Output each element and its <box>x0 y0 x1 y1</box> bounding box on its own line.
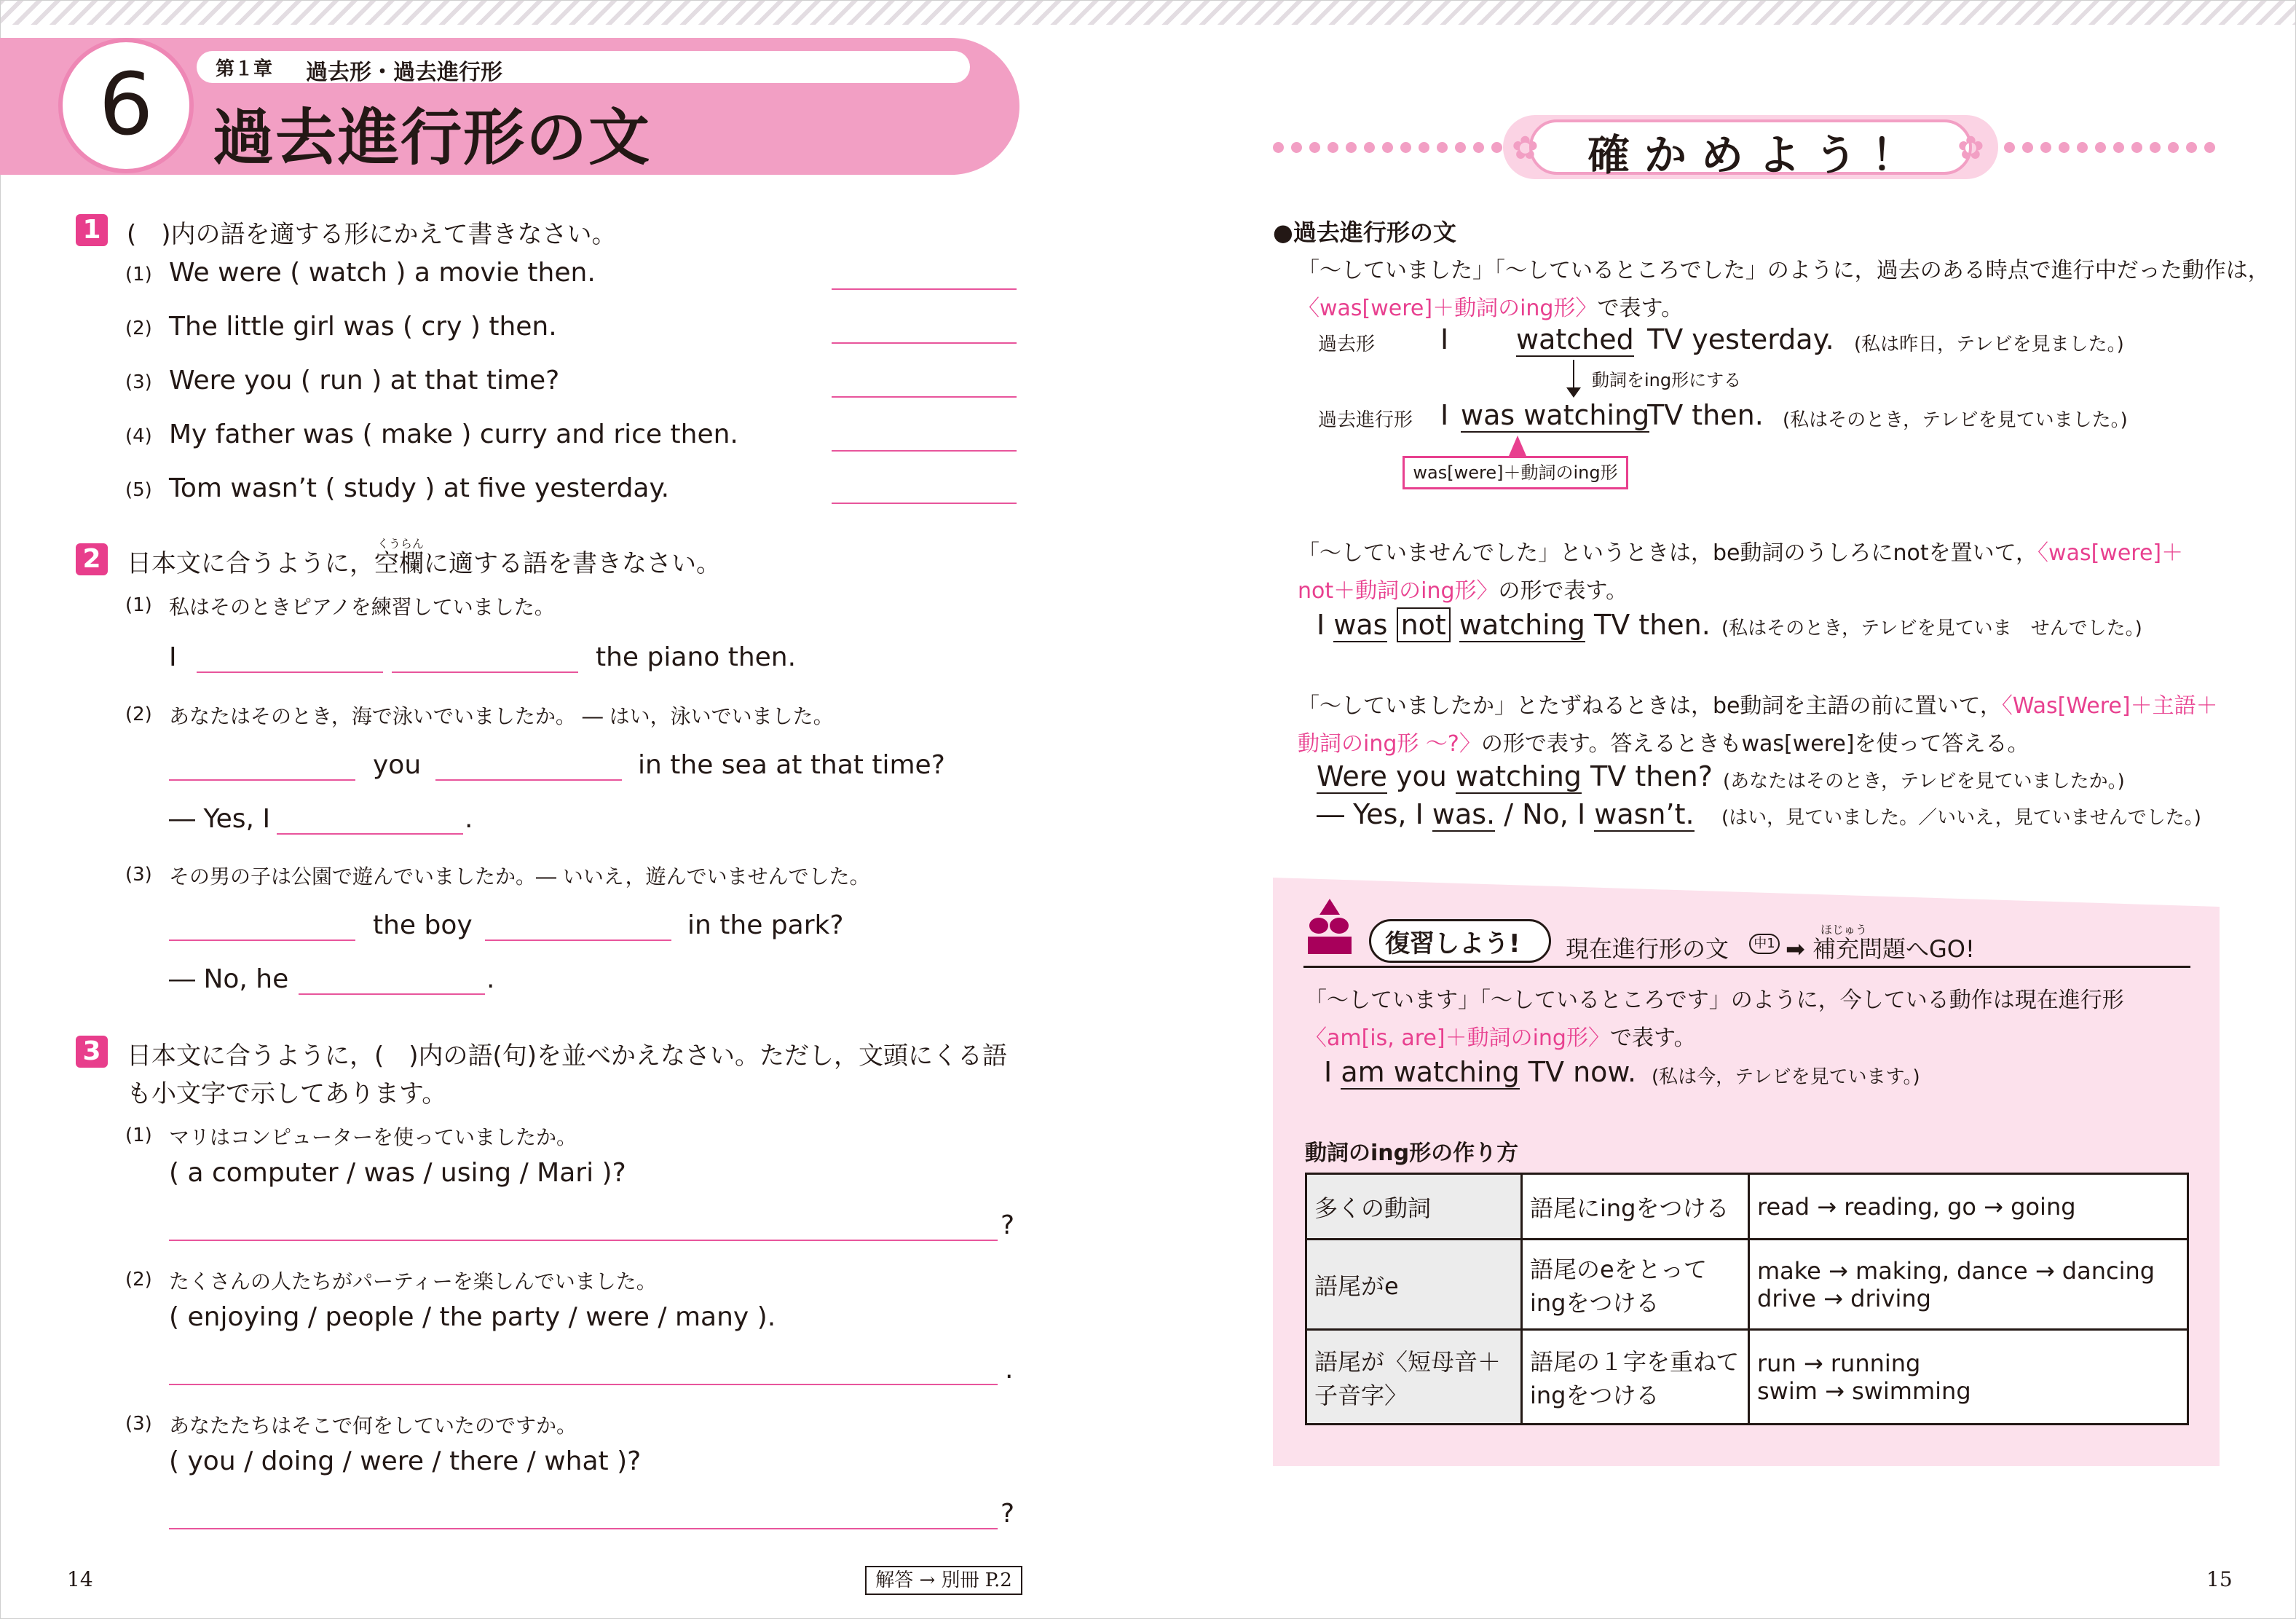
q3-item-number: (2) <box>125 1269 152 1291</box>
q1-item-number: (3) <box>125 371 152 393</box>
a-translation: (はい，見ていました。／いいえ，見ていませんでした。) <box>1721 807 2201 829</box>
q-rest: TV then? <box>1590 760 1713 792</box>
paw-icon: ✿ <box>1957 130 1984 167</box>
example-past-rest: TV yesterday. <box>1647 323 1834 355</box>
answer-reference: 解答 → 別冊 P.2 <box>865 1566 1022 1595</box>
decor-dot <box>1455 142 1466 153</box>
review-badge-label: 復習しよう! <box>1385 929 1520 958</box>
q-you: you <box>1396 760 1447 792</box>
arrow-down-icon <box>1566 387 1581 398</box>
decor-dot <box>2168 142 2179 153</box>
decor-dot <box>2095 142 2106 153</box>
q2-item-word: in the park? <box>687 910 844 940</box>
decor-dot <box>2131 142 2142 153</box>
q3-answer-line-2[interactable] <box>169 1384 998 1385</box>
table-cell: 多くの動詞 <box>1306 1174 1522 1240</box>
decor-dot <box>1328 142 1338 153</box>
ing-form-table <box>1305 1173 2189 1425</box>
question-2-number: 2 <box>76 543 108 575</box>
table-cell: 語尾がe <box>1306 1240 1522 1330</box>
review-ex-verb: am watching <box>1341 1056 1520 1088</box>
table-cell: 語尾の１字を重ねて ingをつける <box>1522 1330 1749 1425</box>
q1-item-text: Were you ( run ) at that time? <box>169 366 560 395</box>
table-row <box>1306 1330 2188 1425</box>
check-pattern-1: 〈was[were]＋動詞のing形〉 <box>1298 296 1598 321</box>
a-no: / No, I <box>1504 798 1586 830</box>
decor-dot <box>1346 142 1357 153</box>
page-number-left: 14 <box>67 1567 93 1591</box>
review-ex-subject: I <box>1324 1056 1333 1088</box>
table-cell: 語尾にingをつける <box>1522 1174 1749 1240</box>
q1-answer-line-1[interactable] <box>832 288 1017 290</box>
check-paragraph-3-end: の形で表す。答えるときもwas[were]を使って答える。 <box>1480 731 2029 757</box>
decor-dot <box>2113 142 2124 153</box>
q1-item-number: (5) <box>125 479 152 501</box>
table-row <box>1306 1240 2188 1330</box>
question-3-instruction: 日本文に合うように，( )内の語(句)を並べかえなさい。ただし，文頭にくる語 <box>127 1041 1008 1071</box>
question-3-number: 3 <box>76 1036 108 1068</box>
q2-item-word: ― Yes, I <box>169 804 271 834</box>
review-paragraph-end: で表す。 <box>1609 1025 1696 1051</box>
decor-dot <box>2040 142 2051 153</box>
question-1-instruction: ( )内の語を適する形にかえて書きなさい。 <box>127 220 617 249</box>
q3-item-japanese: あなたたちはそこで何をしていたのですか。 <box>169 1414 577 1438</box>
review-pattern: 〈am[is, are]＋動詞のing形〉 <box>1305 1025 1610 1051</box>
q1-answer-line-3[interactable] <box>832 396 1017 398</box>
table-cell <box>1749 1330 2188 1425</box>
neg-translation: (私はそのとき，テレビを見ていま せんでした。) <box>1721 618 2142 639</box>
table-cell <box>1749 1240 2188 1330</box>
q2-item-number: (3) <box>125 864 152 886</box>
decor-dot <box>2186 142 2197 153</box>
table-cell-line: swim → swimming <box>1757 1376 1971 1405</box>
table-cell <box>1749 1174 2188 1240</box>
q2-blank[interactable] <box>197 671 383 673</box>
q1-answer-line-4[interactable] <box>832 450 1017 452</box>
label-past-progressive: 過去進行形 <box>1318 409 1413 431</box>
neg-subject: I <box>1317 609 1325 641</box>
link-ruby: ほじゅう <box>1820 923 1868 937</box>
question-2-instruction: 日本文に合うように，空欄に適する語を書きなさい。 <box>127 549 721 578</box>
q2-blank[interactable] <box>277 833 463 835</box>
decor-dot <box>2150 142 2161 153</box>
neg-rest: TV then. <box>1594 609 1711 641</box>
check-heading: ●過去進行形の文 <box>1273 218 1456 246</box>
q3-item-words: ( a computer / was / using / Mari )? <box>169 1158 626 1188</box>
example-past-verb: watched <box>1516 323 1634 355</box>
chapter-label: 第１章 <box>216 58 273 80</box>
example-progressive-verb: was watching <box>1461 399 1650 431</box>
decor-dot <box>1382 142 1393 153</box>
q3-item-words: ( you / doing / were / there / what )? <box>169 1446 642 1476</box>
decor-dot <box>2204 142 2215 153</box>
review-ex-translation: (私は今，テレビを見ています。) <box>1652 1066 1920 1088</box>
q-were: Were <box>1317 760 1387 792</box>
a-yes: ― Yes, I <box>1317 798 1424 830</box>
unit-number: 6 <box>58 38 194 173</box>
q2-item-number: (2) <box>125 704 152 725</box>
q1-item-text: My father was ( make ) curry and rice then. <box>169 419 738 449</box>
decor-dot <box>1491 142 1502 153</box>
label-past: 過去形 <box>1318 334 1376 355</box>
a-wasnt: wasn’t. <box>1594 798 1695 830</box>
decor-dot <box>1473 142 1484 153</box>
q3-item-number: (3) <box>125 1413 152 1435</box>
table-cell-line: make → making, dance → dancing <box>1757 1256 2155 1285</box>
callout-box: was[were]＋動詞のing形 <box>1403 456 1628 489</box>
q1-item-text: Tom wasn’t ( study ) at five yesterday. <box>169 473 670 503</box>
q1-answer-line-5[interactable] <box>832 503 1017 504</box>
q1-item-number: (2) <box>125 318 152 339</box>
q3-item-japanese: マリはコンピューターを使っていましたか。 <box>169 1125 577 1149</box>
review-rule <box>1303 966 2190 968</box>
check-title: 確かめよう！ <box>1587 130 1929 180</box>
q3-item-words: ( enjoying / people / the party / were / many ). <box>169 1302 776 1332</box>
review-link[interactable]: ➡ 補充問題へGO! <box>1786 935 1975 963</box>
example-progressive-rest: TV then. <box>1647 399 1764 431</box>
example-past-translation: (私は昨日，テレビを見ました。) <box>1854 334 2124 355</box>
q2-item-word: the piano then. <box>596 642 797 672</box>
question-1-number: 1 <box>76 214 108 246</box>
q3-answer-line-1[interactable] <box>169 1240 998 1241</box>
decor-dot <box>1364 142 1375 153</box>
decor-dot <box>1291 142 1302 153</box>
q1-item-text: We were ( watch ) a movie then. <box>169 258 596 288</box>
paw-icon: ✿ <box>1512 130 1539 167</box>
check-paragraph-1-end: で表す。 <box>1597 296 1684 321</box>
table-cell-line: run → running <box>1757 1349 1921 1377</box>
decor-dot <box>1419 142 1429 153</box>
table-title: 動詞のing形の作り方 <box>1305 1141 1519 1166</box>
q3-end-mark: ? <box>1001 1499 1015 1529</box>
q2-blank[interactable] <box>299 993 485 995</box>
q2-item-japanese: その男の子は公園で遊んでいましたか。― いいえ，遊んでいませんでした。 <box>169 864 870 889</box>
q3-item-number: (1) <box>125 1124 152 1146</box>
neg-was: was <box>1333 609 1388 641</box>
review-paragraph: 「〜しています」「〜しているところです」のように，今している動作は現在進行形 <box>1305 988 2124 1013</box>
q2-item-word: . <box>486 964 495 994</box>
example-subject: I <box>1440 323 1449 355</box>
decor-dot <box>1309 142 1320 153</box>
q2-item-word: in the sea at that time? <box>638 750 945 780</box>
q-watching: watching <box>1455 760 1582 792</box>
decor-dot <box>1273 142 1284 153</box>
table-cell: 語尾が〈短母音＋子音字〉 <box>1306 1330 1522 1425</box>
decor-dot <box>1437 142 1448 153</box>
decor-dot <box>2077 142 2088 153</box>
q2-item-word: ― No, he <box>169 964 289 994</box>
example-progressive-translation: (私はそのとき，テレビを見ていました。) <box>1783 409 2128 431</box>
table-cell-line: drive → driving <box>1757 1284 1931 1312</box>
neg-watching: watching <box>1459 609 1585 641</box>
chapter-title: 過去形・過去進行形 <box>306 60 502 85</box>
q3-end-mark: ? <box>1001 1210 1015 1240</box>
arrow-note: 動詞をing形にする <box>1592 370 1742 390</box>
stack-icon <box>1308 899 1352 964</box>
unit-title: 過去進行形の文 <box>213 102 652 173</box>
table-cell-line: read → reading, go → going <box>1757 1192 2076 1221</box>
q2-blank[interactable] <box>435 779 622 781</box>
q2-item-japanese: 私はそのときピアノを練習していました。 <box>169 595 555 619</box>
question-3-instruction-cont: も小文字で示してあります。 <box>127 1079 447 1108</box>
q1-item-number: (1) <box>125 264 152 285</box>
q2-item-number: (1) <box>125 594 152 616</box>
review-title: 現在進行形の文 <box>1566 935 1729 963</box>
a-was: was. <box>1432 798 1496 830</box>
q3-item-japanese: たくさんの人たちがパーティーを楽しんでいました。 <box>169 1269 657 1293</box>
check-paragraph-3: 「〜していましたか」とたずねるときは，be動詞を主語の前に置いて， <box>1298 693 2002 719</box>
q1-item-number: (4) <box>125 425 152 447</box>
example-subject: I <box>1440 399 1449 431</box>
q3-end-mark: . <box>1005 1355 1014 1384</box>
decor-dot <box>2004 142 2015 153</box>
q2-blank[interactable] <box>169 940 355 941</box>
review-ex-rest: TV now. <box>1528 1056 1637 1088</box>
decor-dot <box>2059 142 2070 153</box>
q1-answer-line-2[interactable] <box>832 342 1017 344</box>
q2-blank[interactable] <box>169 779 355 781</box>
ruby-kuuran: くうらん <box>377 537 425 551</box>
table-cell: 語尾のeをとって ingをつける <box>1522 1240 1749 1330</box>
q1-item-text: The little girl was ( cry ) then. <box>169 312 557 342</box>
review-corner <box>1273 878 2220 907</box>
check-paragraph-2: 「〜していませんでした」というときは，be動詞のうしろにnotを置いて， <box>1298 540 2038 566</box>
grade-badge: 中1 <box>1749 934 1780 954</box>
q2-item-word: I <box>169 642 177 672</box>
q3-answer-line-3[interactable] <box>169 1528 998 1529</box>
check-pattern-3-cont: 動詞のing形 〜?〉 <box>1298 731 1481 757</box>
q2-item-word: you <box>373 750 422 780</box>
callout-pointer <box>1509 436 1526 456</box>
q-translation: (あなたはそのとき，テレビを見ていましたか。) <box>1723 771 2125 792</box>
q2-blank[interactable] <box>392 671 578 673</box>
check-paragraph-2-end: の形で表す。 <box>1498 578 1628 604</box>
decor-dot <box>2022 142 2033 153</box>
table-row <box>1306 1174 2188 1240</box>
neg-not: not <box>1397 607 1451 642</box>
check-pattern-2-cont: not＋動詞のing形〉 <box>1298 578 1499 604</box>
q2-blank[interactable] <box>485 940 671 941</box>
decor-dot <box>1400 142 1411 153</box>
check-pattern-3: 〈Was[Were]＋主語＋ <box>2001 693 2218 719</box>
q2-item-word: the boy <box>373 910 473 940</box>
q2-item-word: . <box>465 804 473 834</box>
check-pattern-2: 〈was[were]＋ <box>2037 540 2184 566</box>
check-paragraph-1: 「〜していました」「〜しているところでした」のように，過去のある時点で進行中だった動作は， <box>1298 258 2270 283</box>
q2-item-japanese: あなたはそのとき，海で泳いでいましたか。 ― はい，泳いでいました。 <box>169 704 834 728</box>
page-number-right: 15 <box>2206 1567 2233 1591</box>
